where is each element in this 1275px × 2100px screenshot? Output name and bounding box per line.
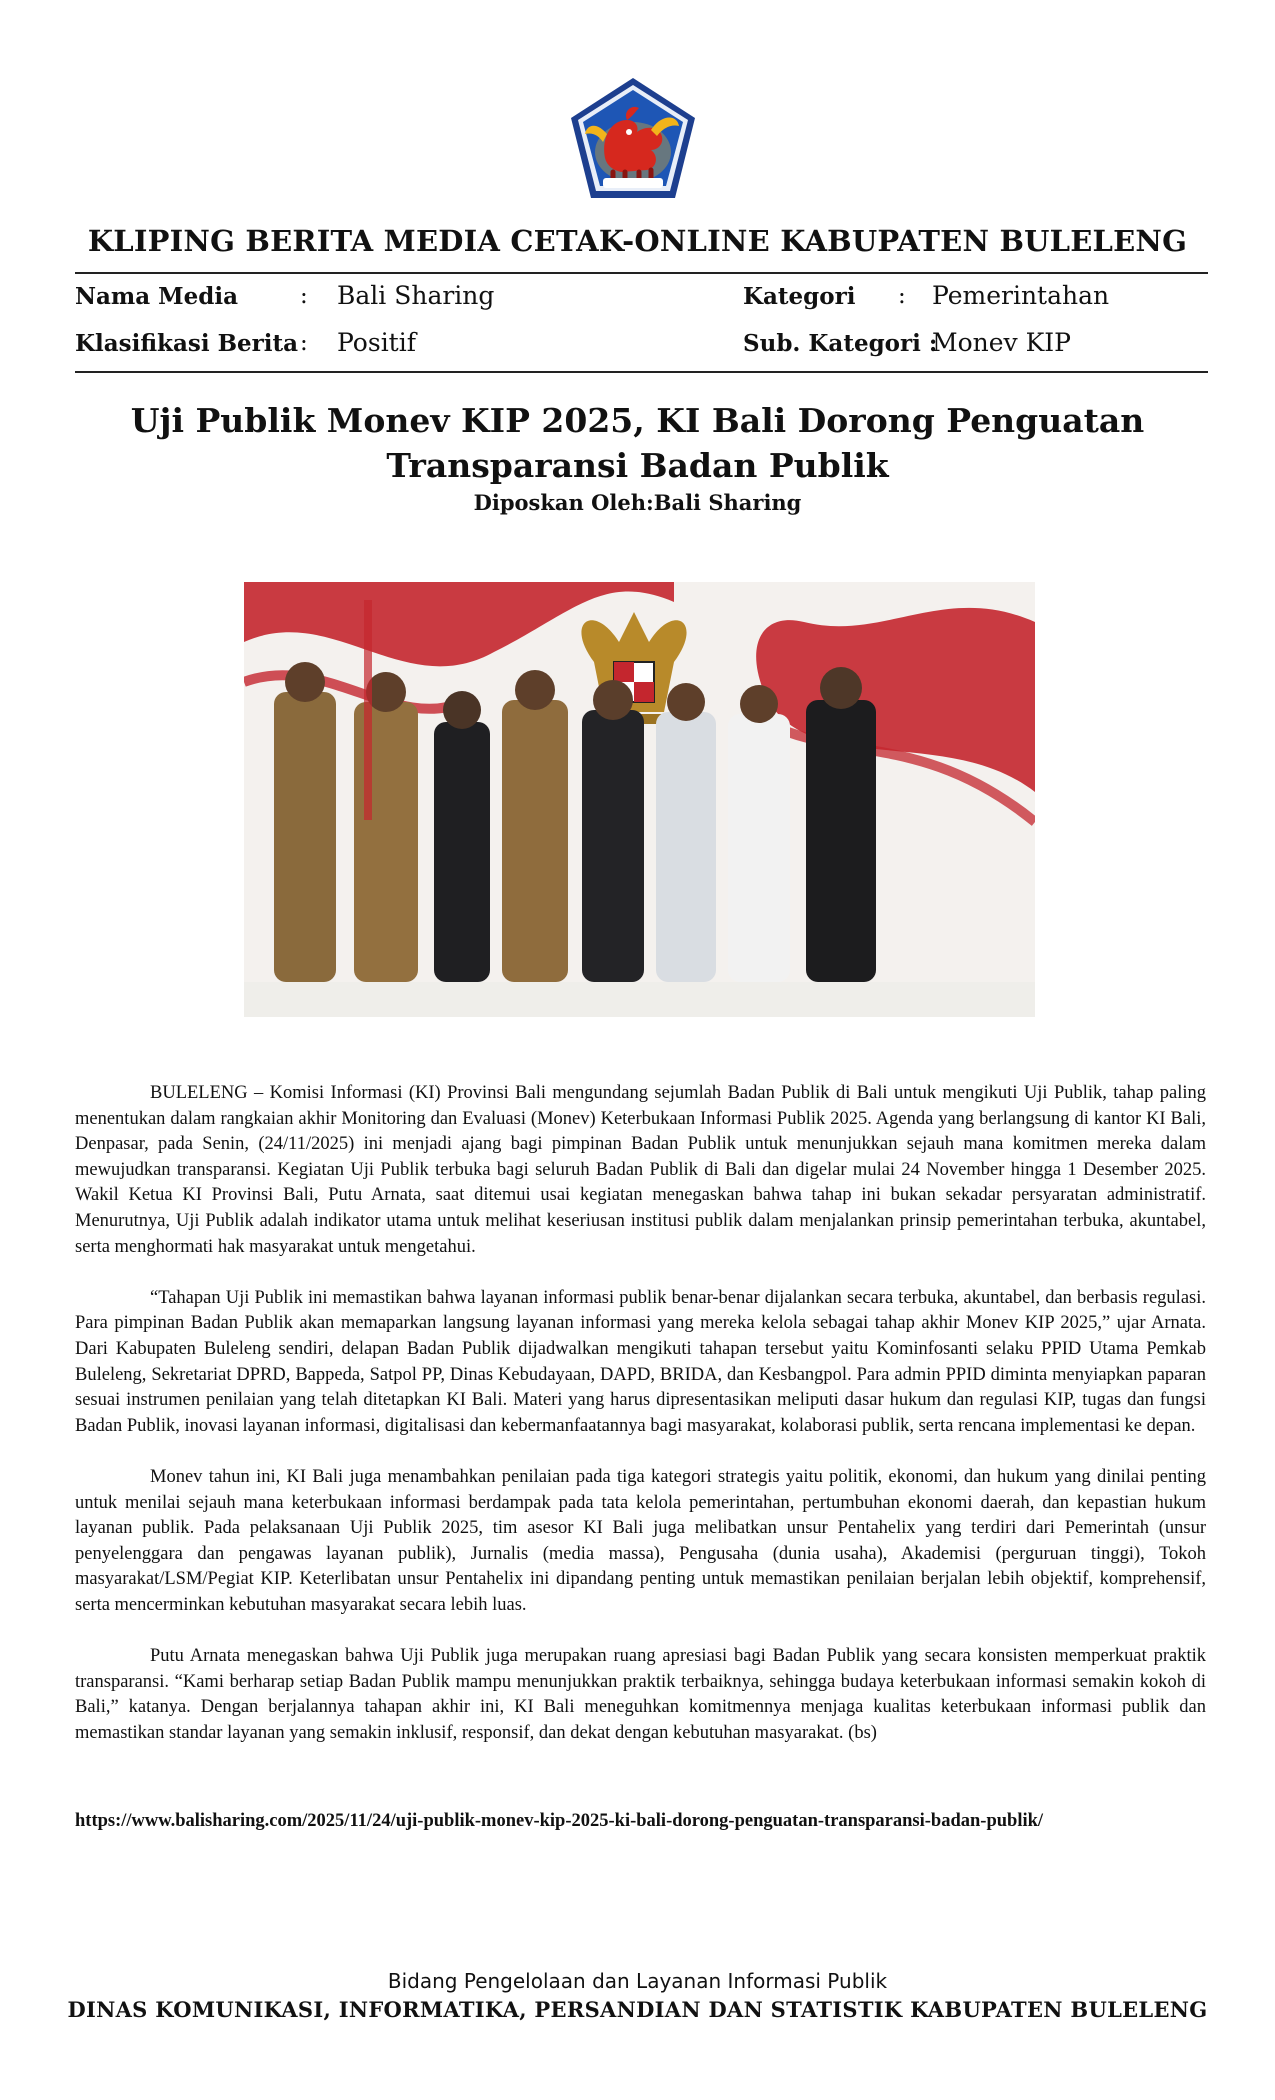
article-paragraph: BULELENG – Komisi Informasi (KI) Provinsi Bali mengundang sejumlah Badan Publik di Bali untuk mengikuti Uji Publik, tahap paling menentukan dalam rangkaian akhir Monitoring dan Evaluasi (Monev) Keterbukaan Informasi Publik 2025. Agenda yang berlangsung di kantor KI Bali, Denpasar, pada Senin, (24/11/2025) ini menjadi ajang bagi pimpinan Badan Publik untuk menunjukkan sejauh mana komitmen mereka dalam mewujudkan transparansi. Kegiatan Uji Publik terbuka bagi seluruh Badan Publik di Bali dan digelar mulai 24 November hingga 1 Desember 2025. Wakil Ketua KI Provinsi Bali, Putu Arnata, saat ditemui usai kegiatan menegaskan bahwa tahap ini bukan sekadar persyaratan administratif. Menurutnya, Uji Publik adalah indikator utama untuk melihat keseriusan institusi publik dalam menjalankan prinsip pemerintahan terbuka, akuntabel, serta menghormati hak masyarakat untuk mengetahui.: [75, 1083, 1206, 1257]
article-paragraph: Putu Arnata menegaskan bahwa Uji Publik juga merupakan ruang apresiasi bagi Badan Publik yang secara konsisten memperkuat praktik transparansi. “Kami berharap setiap Badan Publik mampu menunjukkan praktik terbaiknya, sehingga budaya keterbukaan informasi semakin kokoh di Bali,” katanya. Dengan berjalannya tahapan akhir ini, KI Bali meneguhkan komitmennya menjaga kualitas keterbukaan informasi publik dan memastikan standar layanan yang semakin inklusif, responsif, dan dekat dengan kebutuhan masyarakat. (bs): [75, 1646, 1206, 1743]
source-url-link[interactable]: https://www.balisharing.com/2025/11/24/uji-publik-monev-kip-2025-ki-bali-dorong-penguatan-transparansi-badan-publik/: [75, 1811, 1044, 1831]
group-photo: [244, 582, 1035, 1017]
klasifikasi-berita-value: Positif: [337, 328, 416, 357]
sub-kategori-label: Sub. Kategori :: [743, 330, 938, 357]
footer-department: Bidang Pengelolaan dan Layanan Informasi Publik: [387, 1969, 888, 1993]
article-body: [75, 1081, 1206, 1772]
singa-ambara-raja-emblem-icon: [565, 74, 701, 202]
posted-by: Diposkan Oleh:Bali Sharing: [473, 490, 802, 515]
nama-media-label: Nama Media: [75, 283, 238, 310]
kategori-colon: :: [898, 283, 906, 309]
article-paragraph: Monev tahun ini, KI Bali juga menambahkan penilaian pada tiga kategori strategis yaitu politik, ekonomi, dan hukum yang dinilai penting untuk menilai sejauh mana keterbukaan informasi berdampak pada tata kelola pemerintahan, pertumbuhan ekonomi daerah, dan kepastian hukum layanan publik. Pada pelaksanaan Uji Publik 2025, tim asesor KI Bali juga melibatkan unsur Pentahelix yang terdiri dari Pemerintah (unsur penyelenggara dan pengawas layanan publik), Jurnalis (media massa), Pengusaha (dunia usaha), Akademisi (perguruan tinggi), Tokoh masyarakat/LSM/Pegiat KIP. Keterlibatan unsur Pentahelix ini dipandang penting untuk memastikan penilaian berjalan lebih objektif, komprehensif, serta mencerminkan kebutuhan masyarakat secara lebih luas.: [75, 1466, 1206, 1615]
nama-media-value: Bali Sharing: [337, 281, 495, 310]
sub-kategori-value: Monev KIP: [932, 328, 1071, 357]
header-divider-bottom: [75, 371, 1208, 373]
header-divider-top: [75, 272, 1208, 274]
kategori-label: Kategori: [743, 283, 856, 310]
clipping-header-title: KLIPING BERITA MEDIA CETAK-ONLINE KABUPATEN BULELENG: [87, 224, 1188, 258]
klasifikasi-berita-colon: :: [300, 330, 308, 356]
nama-media-colon: :: [300, 283, 308, 309]
footer-agency: DINAS KOMUNIKASI, INFORMATIKA, PERSANDIAN DAN STATISTIK KABUPATEN BULELENG: [67, 1997, 1208, 2022]
klasifikasi-berita-label: Klasifikasi Berita: [75, 330, 299, 357]
article-paragraph: “Tahapan Uji Publik ini memastikan bahwa layanan informasi publik benar-benar dijalankan secara terbuka, akuntabel, dan berbasis regulasi. Para pimpinan Badan Publik akan memaparkan langsung layanan informasi yang mereka kelola sebagai tahap akhir Monev KIP 2025,” ujar Arnata. Dari Kabupaten Buleleng sendiri, delapan Badan Publik dijadwalkan mengikuti tahapan tersebut yaitu Kominfosanti selaku PPID Utama Pemkab Buleleng, Sekretariat DPRD, Bappeda, Satpol PP, Dinas Kebudayaan, DAPD, BRIDA, dan Kesbangpol. Para admin PPID diminta menyiapkan paparan sesuai instrumen penilaian yang telah ditetapkan KI Bali. Materi yang harus dipresentasikan meliputi dasar hukum dan regulasi KIP, tugas dan fungsi Badan Publik, inovasi layanan informasi, digitalisasi dan kebermanfaatannya bagi masyarakat, kolaborasi publik, serta rencana implementasi ke depan.: [75, 1287, 1206, 1436]
article-title: Uji Publik Monev KIP 2025, KI Bali Dorong Penguatan Transparansi Badan Publik: [130, 401, 1145, 485]
kategori-value: Pemerintahan: [932, 281, 1110, 310]
